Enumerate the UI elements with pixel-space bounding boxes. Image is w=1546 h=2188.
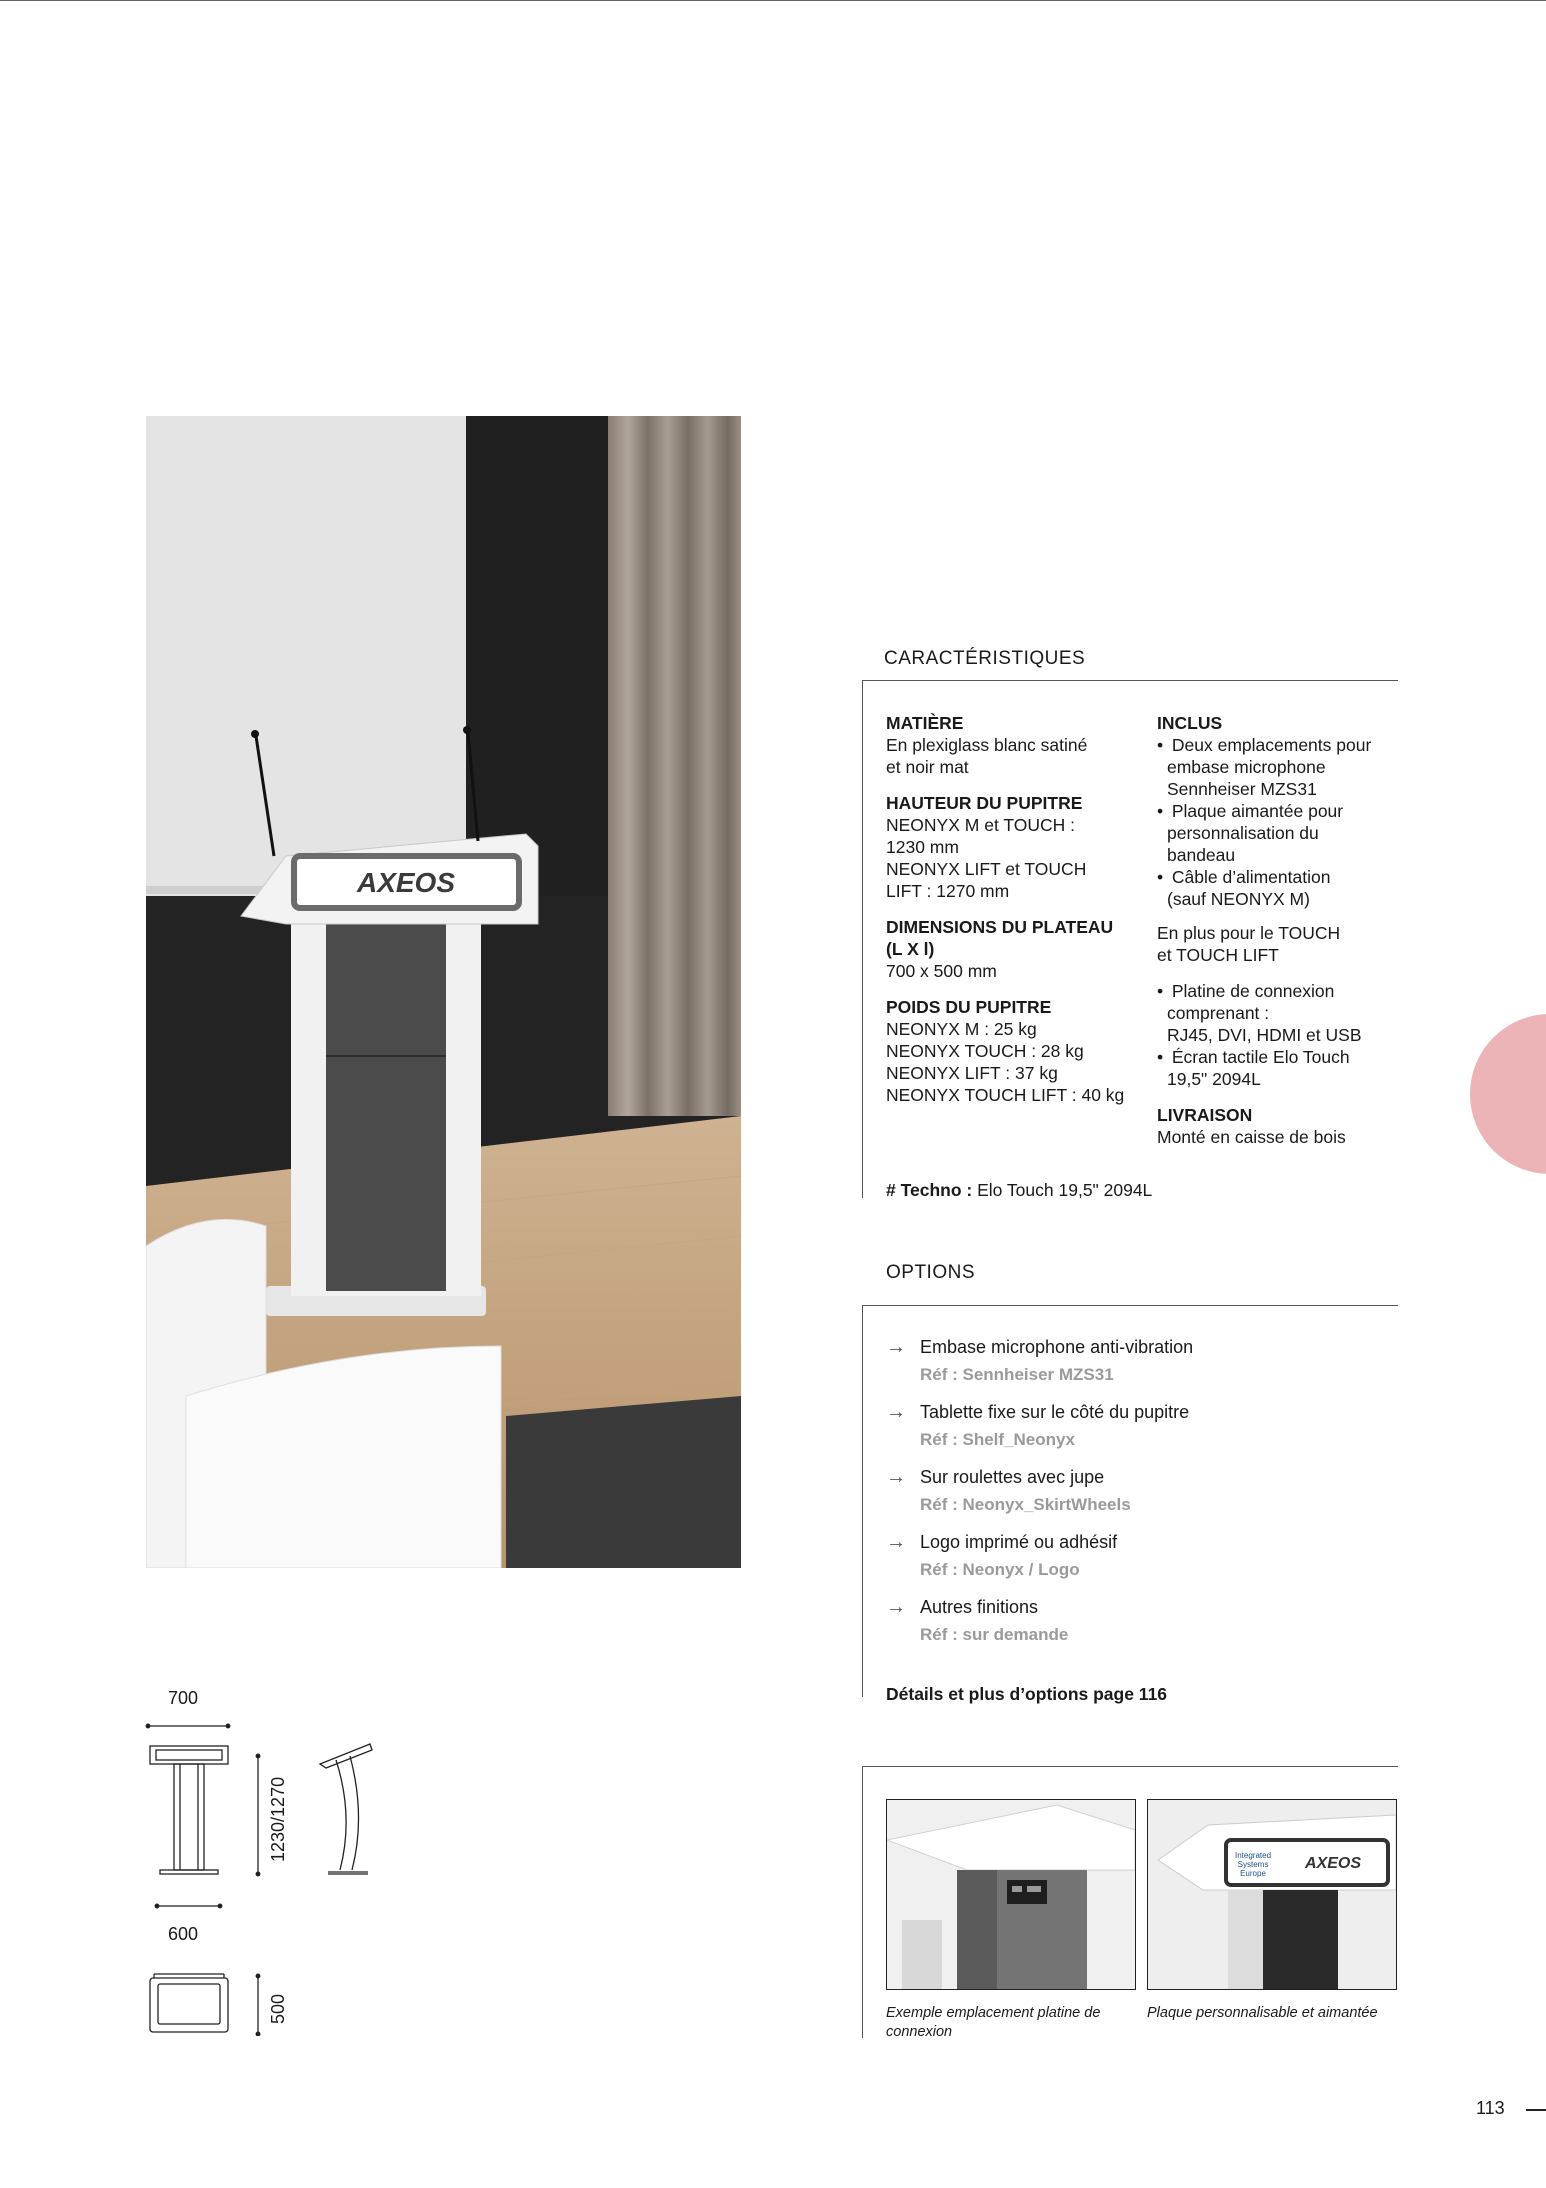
technical-drawing — [140, 1716, 400, 2036]
spec-delivery — [1157, 1104, 1397, 1148]
spec-line: 1230 mm — [886, 837, 959, 857]
item-line: bandeau — [1167, 845, 1236, 865]
item-line: RJ45, DVI, HDMI et USB — [1167, 1025, 1362, 1045]
thumbnail-caption-2 — [1147, 2004, 1399, 2023]
techno-line — [886, 1180, 1152, 1201]
spec-line: et noir mat — [886, 757, 969, 777]
spec-line: NEONYX LIFT et TOUCH — [886, 859, 1087, 879]
spec-weight — [886, 996, 1146, 1106]
photo-logo: AXEOS — [356, 867, 456, 898]
spec-label: POIDS DU PUPITRE — [886, 997, 1052, 1017]
item-line: personnalisation du — [1167, 823, 1319, 843]
spec-material — [886, 712, 1146, 778]
item-line: Sennheiser MZS31 — [1167, 779, 1317, 799]
option-ref: Réf : sur demande — [920, 1625, 1069, 1644]
touch-intro-line: En plus pour le TOUCH — [1157, 923, 1341, 943]
caption-line: connexion — [886, 2024, 953, 2040]
thumbnail-magnetic-plate — [1147, 1799, 1397, 1990]
magnetic-plate-illustration — [1148, 1800, 1396, 1989]
caption-line: Exemple emplacement platine de — [886, 2005, 1101, 2021]
spec-line: Monté en caisse de bois — [1157, 1127, 1346, 1147]
specs-right-column — [1157, 712, 1397, 1162]
spec-label: (L X l) — [886, 939, 935, 959]
spec-height — [886, 792, 1146, 902]
top-rule — [0, 0, 1546, 1]
characteristics-title: CARACTÉRISTIQUES — [884, 648, 1086, 669]
option-label: Embase microphone anti-vibration — [920, 1337, 1194, 1357]
spec-dimensions — [886, 916, 1146, 982]
thumbnail-connection-plate — [886, 1799, 1136, 1990]
decorative-circle — [1470, 1014, 1546, 1174]
spec-label: HAUTEUR DU PUPITRE — [886, 793, 1083, 813]
dimension-width-bottom: 600 — [168, 1924, 199, 1944]
spec-line: NEONYX TOUCH LIFT : 40 kg — [886, 1085, 1125, 1105]
details-link[interactable]: Détails et plus d’options page 116 — [886, 1684, 1168, 1704]
product-photo — [146, 416, 741, 1568]
spec-label: LIVRAISON — [1157, 1105, 1253, 1125]
item-line: (sauf NEONYX M) — [1167, 889, 1310, 909]
arrow-right-icon: → — [886, 1466, 906, 1488]
spec-label: INCLUS — [1157, 713, 1223, 733]
spec-label: MATIÈRE — [886, 713, 964, 733]
dimension-width-top: 700 — [168, 1688, 199, 1708]
spec-line: 700 x 500 mm — [886, 961, 997, 981]
item-line: 19,5" 2094L — [1167, 1069, 1261, 1089]
item-line: Écran tactile Elo Touch — [1171, 1047, 1350, 1067]
option-label: Sur roulettes avec jupe — [920, 1467, 1105, 1487]
plate-text: Systems — [1237, 1860, 1269, 1869]
included-item — [1157, 734, 1397, 800]
touch-item — [1157, 1046, 1397, 1090]
touch-intro-line: et TOUCH LIFT — [1157, 945, 1279, 965]
thumbnails-frame-left — [862, 1766, 863, 2038]
option-label: Autres finitions — [920, 1597, 1039, 1617]
touch-items — [1157, 980, 1397, 1090]
spec-label: DIMENSIONS DU PLATEAU — [886, 917, 1114, 937]
thumbnails-frame-top — [862, 1766, 1398, 1767]
arrow-right-icon: → — [886, 1401, 906, 1423]
characteristics-frame-top — [862, 680, 1398, 681]
option-label: Tablette fixe sur le côté du pupitre — [920, 1402, 1190, 1422]
item-line: Plaque aimantée pour — [1171, 801, 1344, 821]
specs-left-column — [886, 712, 1146, 1120]
characteristics-frame-left — [862, 680, 863, 1198]
arrow-right-icon: → — [886, 1531, 906, 1553]
thumbnail-caption-1 — [886, 2004, 1138, 2042]
spec-line: LIFT : 1270 mm — [886, 881, 1010, 901]
touch-item — [1157, 980, 1397, 1046]
options-title: OPTIONS — [886, 1262, 976, 1283]
techno-label: # Techno : — [886, 1180, 973, 1200]
spec-line: En plexiglass blanc satiné — [886, 735, 1088, 755]
spec-line: NEONYX M : 25 kg — [886, 1019, 1037, 1039]
plate-text: Integrated — [1234, 1851, 1272, 1860]
arrow-right-icon: → — [886, 1336, 906, 1358]
dimension-height: 1230/1270 — [268, 1776, 288, 1862]
options-frame-left — [862, 1305, 863, 1697]
plate-logo: AXEOS — [1304, 1855, 1362, 1872]
page-number: 113 — [1476, 2098, 1505, 2118]
spec-line: NEONYX M et TOUCH : — [886, 815, 1075, 835]
option-ref: Réf : Sennheiser MZS31 — [920, 1365, 1114, 1384]
option-ref: Réf : Shelf_Neonyx — [920, 1430, 1075, 1449]
spec-line: NEONYX LIFT : 37 kg — [886, 1063, 1058, 1083]
spec-line: NEONYX TOUCH : 28 kg — [886, 1041, 1084, 1061]
dimension-depth: 500 — [268, 1993, 288, 2024]
included-item — [1157, 866, 1397, 910]
item-line: Platine de connexion — [1171, 981, 1335, 1001]
options-frame-top — [862, 1305, 1398, 1306]
techno-value: Elo Touch 19,5" 2094L — [977, 1180, 1153, 1200]
connection-plate-illustration — [887, 1800, 1135, 1989]
page-number-dash — [1526, 2109, 1546, 2111]
option-label: Logo imprimé ou adhésif — [920, 1532, 1118, 1552]
touch-intro — [1157, 922, 1397, 966]
item-line: comprenant : — [1167, 1003, 1270, 1023]
caption-line: Plaque personnalisable et aimantée — [1147, 2005, 1378, 2021]
arrow-right-icon: → — [886, 1596, 906, 1618]
spec-included — [1157, 712, 1397, 910]
item-line: Câble d’alimentation — [1171, 867, 1331, 887]
option-ref: Réf : Neonyx / Logo — [920, 1560, 1080, 1579]
option-ref: Réf : Neonyx_SkirtWheels — [920, 1495, 1131, 1514]
item-line: embase microphone — [1167, 757, 1326, 777]
included-item — [1157, 800, 1397, 866]
item-line: Deux emplacements pour — [1171, 735, 1372, 755]
lectern-scene-illustration — [146, 416, 741, 1568]
plate-text: Europe — [1240, 1869, 1266, 1878]
